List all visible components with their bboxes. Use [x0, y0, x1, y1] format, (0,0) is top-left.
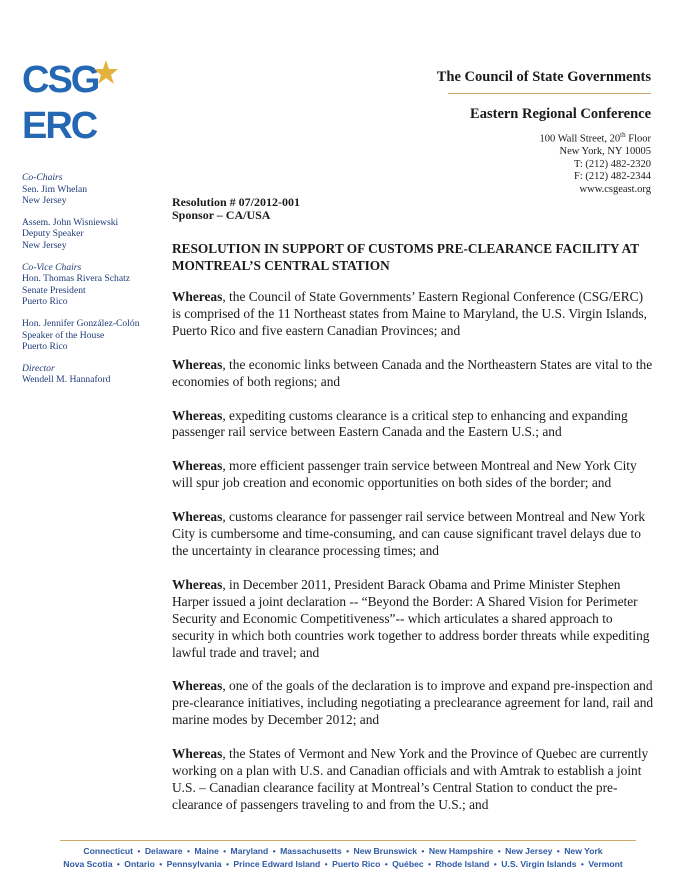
- footer-member: New Brunswick: [353, 846, 418, 856]
- footer-member: Nova Scotia: [63, 859, 113, 869]
- footer-member: New York: [564, 846, 603, 856]
- officers-sidebar: [22, 172, 162, 386]
- co-chairs-heading: Co-Chairs: [22, 172, 63, 183]
- clause-text: , the Council of State Governments’ Eastern Regional Conference (CSG/ERC) is comprised of the 11 Northeast states from Maine to Maryland, the U.S. Virgin Islands, Puerto Rico and five eastern Canadian Provinces; and: [172, 289, 647, 338]
- officer-name: Sen. Jim Whelan: [22, 183, 88, 195]
- footer-separator: •: [419, 846, 427, 856]
- footer-member: Maryland: [230, 846, 269, 856]
- footer-member: Delaware: [144, 846, 183, 856]
- footer-separator: •: [491, 859, 500, 869]
- footer-separator: •: [554, 846, 563, 856]
- whereas-keyword: Whereas: [172, 289, 223, 304]
- footer-member: Québec: [392, 859, 424, 869]
- footer-member: Prince Edward Island: [233, 859, 321, 869]
- whereas-keyword: Whereas: [172, 509, 223, 525]
- co-vice-chair-entry: [22, 273, 162, 308]
- officer-state: New Jersey: [22, 195, 67, 207]
- footer-separator: •: [223, 859, 232, 869]
- co-chair-entry: [22, 217, 162, 252]
- director-name: Wendell M. Hannaford: [22, 374, 111, 386]
- whereas-keyword: Whereas: [172, 407, 223, 423]
- whereas-clause: [172, 408, 654, 442]
- logo-erc-text: ERC: [22, 105, 97, 142]
- officer-title: Senate President: [22, 284, 86, 296]
- whereas-clause: [172, 357, 654, 391]
- footer-member: Rhode Island: [435, 859, 490, 869]
- address-website[interactable]: www.csgeast.org: [579, 183, 651, 195]
- csg-erc-logo: [22, 58, 118, 142]
- footer-separator: •: [578, 859, 587, 869]
- footer-separator: •: [382, 859, 391, 869]
- officer-state: Puerto Rico: [22, 341, 68, 353]
- footer-member: Pennsylvania: [166, 859, 222, 869]
- footer-member: New Jersey: [505, 846, 553, 856]
- footer-separator: •: [495, 846, 504, 856]
- conference-title: Eastern Regional Conference: [470, 106, 651, 122]
- whereas-keyword: Whereas: [172, 458, 223, 474]
- whereas-clause: [172, 458, 654, 492]
- clause-text: , the economic links between Canada and the Northeastern States are vital to the economies of both regions; and: [172, 356, 653, 389]
- footer-separator: •: [343, 846, 352, 856]
- officer-title: Speaker of the House: [22, 329, 105, 341]
- address-phone: T: (212) 482-2320: [573, 158, 651, 170]
- director-heading: Director: [22, 362, 55, 374]
- address-fax: F: (212) 482-2344: [574, 171, 651, 183]
- co-vice-chair-entry: [22, 318, 162, 353]
- whereas-clause: [172, 509, 654, 560]
- footer-members-line2: [0, 859, 686, 869]
- whereas-clause: [172, 746, 654, 814]
- officer-name: Hon. Thomas Rivera Schatz: [22, 273, 130, 285]
- csg-erc-logo-graphic: [22, 58, 118, 142]
- footer-separator: •: [135, 846, 143, 856]
- resolution-sponsor: Sponsor – CA/USA: [172, 208, 271, 222]
- address-street: 100 Wall Street, 20th Floor: [539, 131, 651, 145]
- co-vice-chairs-heading: Co-Vice Chairs: [22, 261, 82, 273]
- address-city: New York, NY 10005: [559, 146, 651, 158]
- whereas-keyword: Whereas: [172, 746, 223, 762]
- whereas-clause: [172, 678, 654, 729]
- footer-member: U.S. Virgin Islands: [501, 859, 577, 869]
- footer-divider: [60, 840, 636, 841]
- footer-separator: •: [270, 846, 279, 856]
- clause-text: , expediting customs clearance is a critical step to enhancing and expanding passenger rail service between Eastern Canada and the Eastern U.S.; and: [172, 407, 628, 440]
- resolution-number: Resolution # 07/2012-001: [172, 195, 301, 209]
- clause-text: , in December 2011, President Barack Obama and Prime Minister Stephen Harper issued a joint declaration -- “Beyond the Border: A Shared Vision for Perimeter Security and Economic Competitiveness”-- which articulates a shared approach to security in which both countries work together to address border threats while expediting lawful trade and travel; and: [172, 576, 650, 660]
- resolution-meta: [172, 196, 300, 222]
- footer-member: Connecticut: [83, 846, 134, 856]
- footer-separator: •: [156, 859, 165, 869]
- whereas-clause: [172, 289, 654, 340]
- officer-title: Deputy Speaker: [22, 228, 84, 240]
- officer-name: Assem. John Wisniewski: [22, 216, 119, 228]
- footer-member: Maine: [194, 846, 219, 856]
- footer-separator: •: [425, 859, 434, 869]
- officer-state: New Jersey: [22, 239, 67, 251]
- whereas-keyword: Whereas: [172, 576, 223, 592]
- officer-name: Hon. Jennifer González-Colón: [22, 317, 140, 329]
- footer-member: Ontario: [124, 859, 155, 869]
- co-chair-entry: [22, 184, 162, 207]
- organization-title: The Council of State Governments: [436, 69, 651, 85]
- whereas-keyword: Whereas: [172, 356, 223, 372]
- whereas-keyword: Whereas: [172, 678, 223, 694]
- clause-text: , the States of Vermont and New York and the Province of Quebec are currently working on a plan with U.S. and Canadian officials and with Amtrak to establish a joint U.S. – Canadian clearance facility at Montreal’s Central Station to conduct the pre-clearance of passengers traveling to and from the U.S.; and: [172, 746, 649, 812]
- footer-member: Vermont: [588, 859, 623, 869]
- logo-csg-text: CSG: [22, 59, 99, 101]
- officer-state: Puerto Rico: [22, 296, 68, 308]
- footer-separator: •: [322, 859, 331, 869]
- footer-members-line1: [0, 846, 686, 856]
- resolution-title: RESOLUTION IN SUPPORT OF CUSTOMS PRE-CLEARANCE FACILITY AT MONTREAL’S CENTRAL STATION: [172, 241, 639, 273]
- whereas-clause: [172, 577, 654, 662]
- whereas-clauses: [172, 289, 654, 831]
- footer-member: New Hampshire: [428, 846, 494, 856]
- footer-separator: •: [220, 846, 229, 856]
- footer-separator: •: [114, 859, 123, 869]
- clause-text: , customs clearance for passenger rail service between Montreal and New York City is cumbersome and time-consuming, and can cause significant travel delays due to the uncertainty in clearance processing times; and: [172, 509, 646, 558]
- clause-text: , one of the goals of the declaration is to improve and expand pre-inspection and pre-clearance initiatives, including negotiating a preclearance agreement for land, rail and marine modes by December 2012; and: [172, 678, 654, 728]
- header-divider: [448, 93, 651, 94]
- address-block: [540, 129, 651, 196]
- clause-text: , more efficient passenger train service between Montreal and New York City will spur job creation and economic opportunities on both sides of the border; and: [172, 458, 637, 491]
- footer-separator: •: [184, 846, 193, 856]
- footer-member: Massachusetts: [280, 846, 342, 856]
- footer-member: Puerto Rico: [332, 859, 381, 869]
